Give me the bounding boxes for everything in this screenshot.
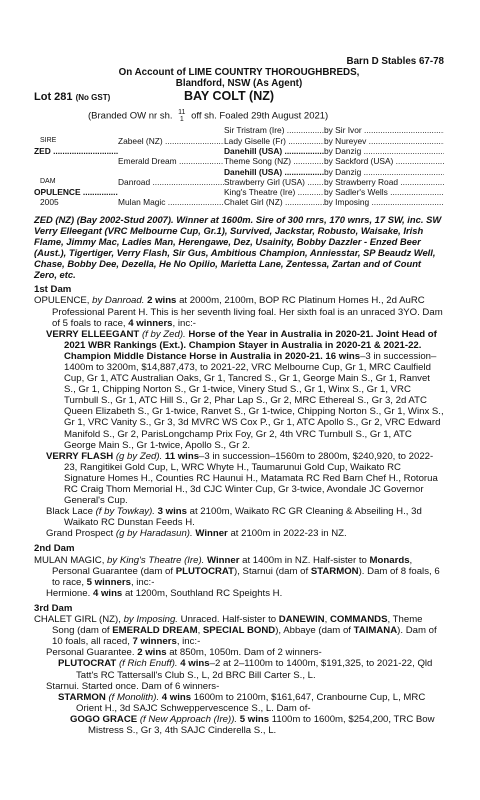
progeny-starmon [34,692,444,714]
third-dam-winners: 7 winners [132,636,177,648]
ped-dss: Danehill (USA) ..... [224,167,324,177]
lot-number [34,92,184,103]
dam-year: 2005 [40,197,59,208]
dam-label: DAM [40,177,56,185]
third-dam-heading: 3rd Dam [34,602,73,614]
brand-post: off sh. Foaled 29th August 2021) [191,110,329,122]
ped-dd: Mulan Magic ..... [118,197,224,207]
third-dam-commands: COMMANDS [329,614,388,626]
ped-ssd: Lady Giselle (Fr) ..... [224,136,324,146]
second-dam-plutocrat: PLUTOCRAT [175,565,235,577]
catalogue-page [34,56,444,736]
progeny-personal-guarantee [34,647,444,658]
progeny-record: at 850m, 1050m. Dam of 2 winners- [169,647,322,659]
third-dam-special: SPECIAL BOND [202,625,276,637]
ped-by-sss: by Sir Ivor ..... [324,125,444,135]
ped-sdd: Theme Song (NZ) ..... [224,156,324,166]
progeny-wins: 4 wins [92,587,123,599]
progeny-wins: 2 wins [137,647,167,659]
ped-ddd: Chalet Girl (NZ) ..... [224,197,324,207]
ped-by-ddd: by Imposing ..... [324,197,444,207]
third-dam-text: , Theme Song (dam of [52,614,423,637]
third-dam-danewin: DANEWIN [278,614,325,626]
third-dam-name: CHALET GIRL (NZ), [34,614,121,626]
sire-label: SIRE [40,136,57,144]
first-dam-winners: 4 winners [128,317,173,329]
brand-fraction [178,109,185,123]
third-dam-text: , inc:- [176,636,201,648]
third-dam-taimana: TAIMANA [353,625,398,637]
brand-num-bottom: 1 [179,116,184,124]
sire-name: ZED ..... [34,146,118,156]
brand-line [88,109,444,123]
ped-ds: Danroad ..... [118,177,224,187]
progeny-honours: Horse of the Year in Australia in 2020-21. Joint Head of 2021 WBR Rankings (Ext.). Champion Stayer in Australia in 2020-21 & 2021-22. Champion Middle Distance Horse in Australia in 2020-21. 16 wins [64,328,437,362]
progeny-by: (f by Zed). [141,328,186,340]
progeny-name: Grand Prospect [46,528,114,540]
first-dam-heading: 1st Dam [34,284,72,296]
second-dam-text: at 1400m in NZ. Half-sister to [242,554,367,566]
vendor-account: On Account of LIME COUNTRY THOROUGHBREDS, [118,67,360,79]
first-dam-name: OPULENCE, [34,295,90,307]
brand-num-top: 11 [178,109,186,117]
ped-by-dsd: by Strawberry Road ..... [324,177,444,187]
dam-name: OPULENCE ..... [34,187,118,197]
first-dam-text-b: , inc:- [172,317,196,329]
progeny-black-lace [34,506,444,528]
second-dam-winner: Winner [207,554,240,566]
progeny-wins: 4 wins [161,691,192,703]
third-dam-para [34,614,444,647]
ped-by-ssd: by Nureyev ..... [324,136,444,146]
progeny-plutocrat [34,658,444,680]
progeny-record: 1600m to 2100m, $161,647, Cranbourne Cup, L, MRC Orient H., 3d SAJC Schweppervescence S., L. Dam of- [76,691,426,714]
brand-mark: OW nr sh. [129,110,173,122]
second-dam-winners: 5 winners [86,576,131,588]
progeny-record: –3 in succession–1560m to 2800m, $240,920, to 2022-23, Rangitikei Gold Cup, L, WRC Whyte H., Taumarunui Gold Cup, Waikato RC Signature Homes H., Counties RC Haunui H., Matamata RC Red Barn Chef H., Rotorua RC Craig Thom Memorial H., 3d CJC Winter Cup, Gr 3-twice, Avondale JC Governor General's Cup. [64,450,438,507]
ped-sss: Sir Tristram (Ire) ..... [224,125,324,135]
first-dam-wins: 2 wins [147,295,177,307]
sire-summary: ZED (NZ) (Bay 2002-Stud 2007). Winner at 1600m. Sire of 300 rnrs, 170 wnrs, 17 SW, inc. SW Verry Elleegant (VRC Melbourne Cup, Gr.1), Survived, Jackstar, Robusto, Waisake, Irish Flame, Jimmy Mac, Ladies Man, Herengawe, Dez, Usainity, Bobby Dazzler - Enzed Beer (Aust.), Tigertiger, Verry Flash, Sir Gus, Ambitious Champion, Anniesstar, SP Beaudz Well, Chase, Bobby Dee, Dezella, He No Opilio, Marietta Lane, Zentessa, Zartan and of Count Zero, etc. [34,213,442,281]
second-dam-monards: Monards [369,554,410,566]
progeny-wins: Winner [195,528,228,540]
lot-title: BAY COLT (NZ) [184,89,275,104]
first-dam-by: by Danroad. [92,295,145,307]
second-dam-text: ). Dam of 8 foals, 6 to race, [52,565,440,588]
progeny-wins: 3 wins [157,506,187,518]
third-dam-sep: , [197,625,201,637]
progeny-name: STARMON [58,691,106,703]
progeny-record: at 2100m in 2022-23 in NZ. [230,528,347,540]
progeny-record: –2 at 2–1100m to 1400m, $191,325, to 2021-22, Qld Tatt's RC Tattersall's Club S., L, 2d BRC Bill Carter S., L. [76,658,433,681]
ped-by-sdd: by Sackford (USA) ..... [324,156,444,166]
second-dam-text: ), Starnui (dam of [234,565,309,577]
ped-by-sds: by Danzig ..... [324,146,444,156]
ped-dds: King's Theatre (Ire) ..... [224,187,324,197]
second-dam-heading: 2nd Dam [34,543,75,555]
second-dam-text: , Personal Guarantee (dam of [52,554,413,577]
second-dam-starmon: STARMON [310,565,359,577]
third-dam-emerald: EMERALD DREAM [112,625,198,637]
ped-by-dds: by Sadler's Wells ..... [324,187,444,197]
third-dam-text: Unraced. Half-sister to [180,614,277,626]
second-dam-text: , inc:- [130,576,155,588]
third-dam-sep: , [324,614,328,626]
stable-location: Barn D Stables 67-78 [346,56,444,67]
progeny-record: at 1200m, Southland RC Speights H. [124,587,283,599]
second-dam-by: by King's Theatre (Ire). [107,554,205,566]
progeny-wins: 5 wins [239,713,270,725]
progeny-verry-flash [34,451,444,506]
ped-by-dss: by Danzig ..... [324,167,444,177]
third-dam-text: ). Dam of 10 foals, all raced, [52,625,437,648]
progeny-name: PLUTOCRAT [58,658,117,670]
progeny-by: (f Monolith). [108,691,160,703]
ped-sds: Danehill (USA) ..... [224,146,324,156]
progeny-gogo-grace [34,714,444,736]
progeny-by: (g by Zed). [115,450,163,462]
progeny-starnui: Starnui. Started once. Dam of 6 winners- [46,680,220,692]
second-dam-para [34,555,444,588]
progeny-by: (f Rich Enuff). [118,658,178,670]
progeny-record: –3 in succession–1400m to 3200m, $14,887,473, to 2021-22, VRC Melbourne Cup, Gr 1, MRC Caulfield Cup, Gr 1, ATC Australian Oaks, Gr 1, Tancred S., Gr 1, George Main S., Gr 1, Ranvet S., Gr 1, Chipping Norton S., Gr 1-twice, Vinery Stud S., Gr 1, Winx S., Gr 1, VRC Turnbull S., Gr 1, ATC Hill S., Gr 2, Phar Lap S., Gr 2, MRC Ethereal S., Gr 3, 2d ATC Queen Elizabeth S., Gr 1-twice, Ranvet S., Gr 1-twice, Chipping Norton S., Gr 1, Winx S., Gr 1, VRC Vanity S., Gr 3, 3d MVRC WS Cox P., Gr 1, ATC Apollo S., Gr 2, VRC Edward Manifold S., Gr 2, ParisLongchamp Prix Foy, Gr 2, 4th VRC Turnbull S., Gr 1, ATC George Main S., Gr 1-twice, Apollo S., Gr 2. [64,350,444,451]
first-dam-text: at 2000m, 2100m, BOP RC Platinum Homes H., 2d AuRC Professional Parent H. This is her seventh living foal. Her sixth foal is an unraced 3YO. Dam of 5 foals to race, [52,295,443,329]
third-dam-by: by Imposing. [123,614,178,626]
progeny-hermione [34,588,444,599]
first-dam-para [34,295,444,328]
third-dam-text: ), Abbaye (dam of [275,625,351,637]
progeny-by: (f by Towkay). [95,506,155,518]
ped-ss: Zabeel (NZ) ..... [118,136,224,146]
progeny-name: Personal Guarantee. [46,647,135,659]
progeny-wins: 11 wins [164,450,200,462]
ped-sd: Emerald Dream ..... [118,156,224,166]
vendor-agent: Blandford, NSW (As Agent) [175,78,303,90]
pedigree-table [34,125,444,207]
ped-dsd: Strawberry Girl (USA) ..... [224,177,324,187]
lot-number-text: Lot 281 [34,91,73,104]
gst-note: (No GST) [75,93,111,103]
progeny-name: Hermione. [46,587,91,599]
progeny-name: VERRY ELLEEGANT [46,328,140,340]
progeny-wins: 4 wins [180,658,210,670]
second-dam-name: MULAN MAGIC, [34,554,105,566]
progeny-grand-prospect [34,528,444,539]
progeny-by: (g by Haradasun). [115,528,193,540]
progeny-name: GOGO GRACE [70,713,138,725]
progeny-name: Black Lace [46,506,93,518]
brand-pre: (Branded [88,110,128,122]
progeny-record: at 2100m, Waikato RC GR Cleaning & Abseiling H., 3d Waikato RC Dunstan Feeds H. [64,506,422,529]
progeny-record: 1100m to 1600m, $254,200, TRC Bow Mistress S., Gr 3, 4th SAJC Cinderella S., L. [88,713,435,736]
lot-line [34,91,444,103]
progeny-verry-elleegant [34,329,444,451]
progeny-by: (f New Approach (Ire)). [139,713,238,725]
progeny-name: VERRY FLASH [46,450,114,462]
